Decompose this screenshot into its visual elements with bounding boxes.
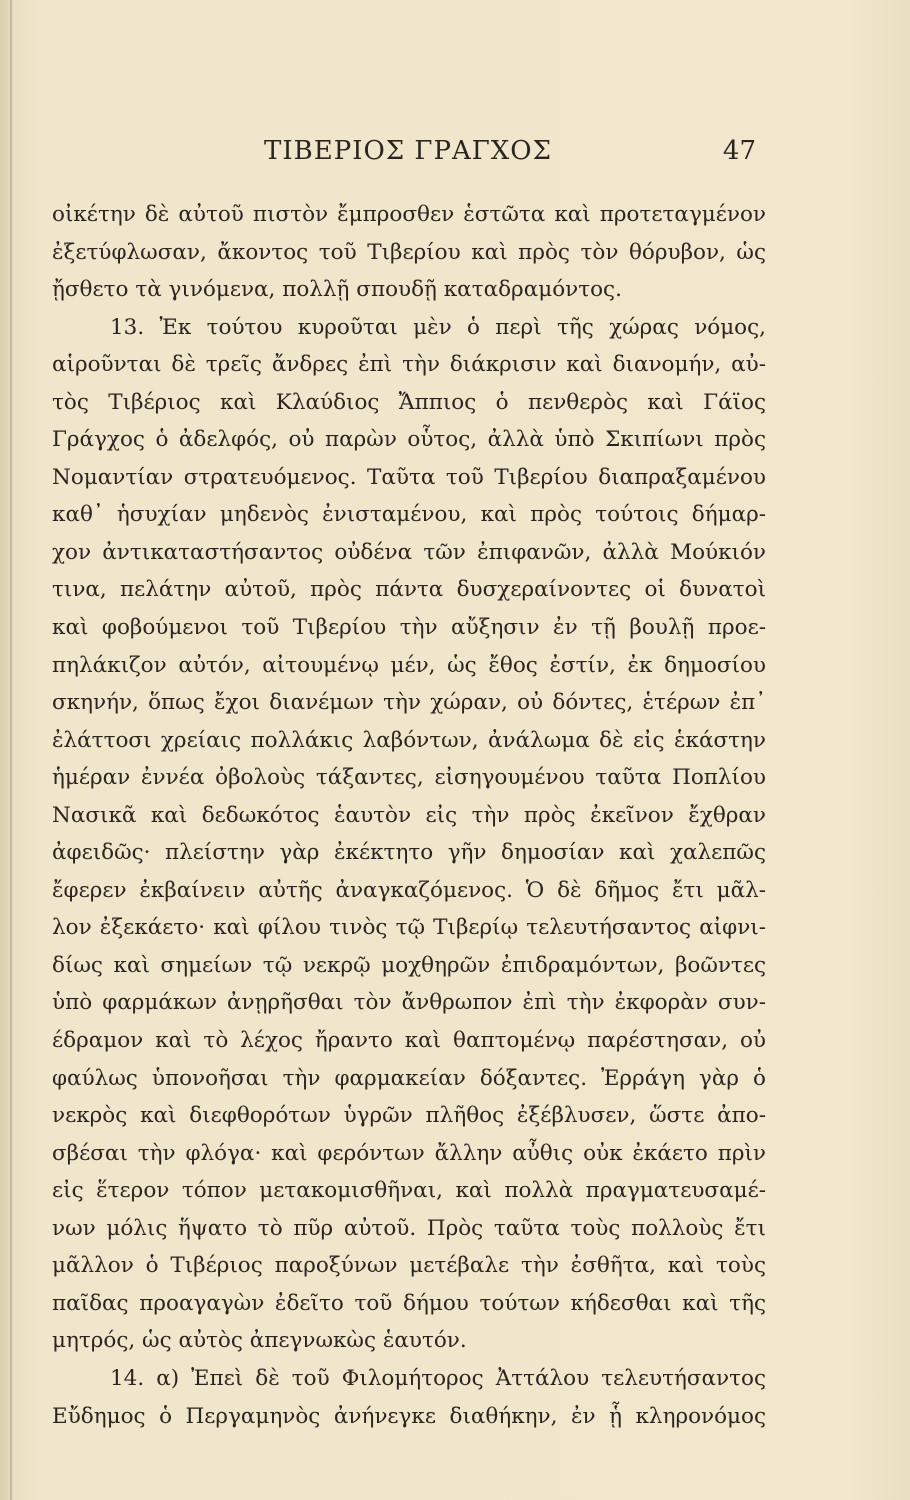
text-line: τινα, πελάτην αὐτοῦ, πρὸς πάντα δυσχεραίνοντες οἱ δυνατοὶ (52, 577, 766, 603)
text-line: μᾶλλον ὁ Τιβέριος παροξύνων μετέβαλε τὴν ἐσθῆτα, καὶ τοὺς (52, 1253, 766, 1279)
text-line: ἡμέραν ἐννέα ὀβολοὺς τάξαντες, εἰσηγουμένου ταῦτα Ποπλίου (52, 765, 766, 791)
text-line: Νασικᾶ καὶ δεδωκότος ἑαυτὸν εἰς τὴν πρὸς ἐκεῖνον ἔχθραν (52, 802, 766, 828)
text-line: δίως καὶ σημείων τῷ νεκρῷ μοχθηρῶν ἐπιδραμόντων, βοῶντες (52, 952, 766, 978)
section-13-start-line: 13. Ἐκ τούτου κυροῦται μὲν ὁ περὶ τῆς χώρας νόμος, (110, 314, 766, 340)
text-line: φαύλως ὑπονοῆσαι τὴν φαρμακείαν δόξαντες. Ἐρράγη γὰρ ὁ (52, 1065, 766, 1091)
text-line: νων μόλις ἥψατο τὸ πῦρ αὐτοῦ. Πρὸς ταῦτα τοὺς πολλοὺς ἔτι (52, 1215, 766, 1241)
text-line: οἰκέτην δὲ αὐτοῦ πιστὸν ἔμπροσθεν ἑστῶτα καὶ προτεταγμένον (52, 202, 766, 227)
text-line: καὶ φοβούμενοι τοῦ Τιβερίου τὴν αὔξησιν ἐν τῇ βουλῇ προε- (52, 615, 766, 641)
binding-gutter (10, 0, 12, 1500)
section-14-start-line: 14. α) Ἐπεὶ δὲ τοῦ Φιλομήτορος Ἀττάλου τελευτήσαντος (110, 1365, 766, 1391)
text-line: ἔφερεν ἐκβαίνειν αὐτῆς ἀναγκαζόμενος. Ὁ δὲ δῆμος ἔτι μᾶλ- (52, 877, 766, 903)
text-line: ἐλάττοσι χρείαις πολλάκις λαβόντων, ἀνάλωμα δὲ εἰς ἑκάστην (52, 727, 766, 753)
text-line: πηλάκιζον αὐτόν, αἰτουμένῳ μέν, ὡς ἔθος ἐστίν, ἐκ δημοσίου (52, 652, 766, 678)
text-line: ἐξετύφλωσαν, ἄκοντος τοῦ Τιβερίου καὶ πρὸς τὸν θόρυβον, ὡς (52, 239, 766, 265)
text-line: εἰς ἕτερον τόπον μετακομισθῆναι, καὶ πολλὰ πραγματευσαμέ- (52, 1178, 766, 1204)
text-line: Εὔδημος ὁ Περγαμηνὸς ἀνήνεγκε διαθήκην, ἐν ᾗ κληρονόμος (52, 1403, 766, 1429)
text-line: ἀφειδῶς· πλείστην γὰρ ἐκέκτητο γῆν δημοσίαν καὶ χαλεπῶς (52, 840, 766, 866)
text-line: αἱροῦνται δὲ τρεῖς ἄνδρες ἐπὶ τὴν διάκρισιν καὶ διανομήν, αὐ- (52, 352, 766, 378)
text-line: τὸς Τιβέριος καὶ Κλαύδιος Ἄππιος ὁ πενθερὸς καὶ Γάϊος (52, 389, 766, 415)
page-number: 47 (722, 136, 756, 166)
text-line: λον ἐξεκάετο· καὶ φίλου τινὸς τῷ Τιβερίῳ τελευτήσαντος αἰφνι- (52, 915, 766, 941)
running-title: ΤΙΒΕΡΙΟΣ ΓΡΑΓΧΟΣ (264, 136, 552, 166)
text-line: έδραμον καὶ τὸ λέχος ἤραντο καὶ θαπτομένῳ παρέστησαν, οὐ (52, 1028, 766, 1054)
text-line: Γράγχος ὁ ἀδελφός, οὐ παρὼν οὗτος, ἀλλὰ ὑπὸ Σκιπίωνι πρὸς (52, 427, 766, 453)
text-line: νεκρὸς καὶ διεφθορότων ὑγρῶν πλῆθος ἐξέβλυσεν, ὥστε ἀπο- (52, 1103, 766, 1129)
text-line: καθ᾽ ἡσυχίαν μηδενὸς ἐνισταμένου, καὶ πρὸς τούτοις δήμαρ- (52, 502, 766, 528)
text-line: σκηνήν, ὅπως ἔχοι διανέμων τὴν χώραν, οὐ δόντες, ἑτέρων ἐπ᾽ (52, 690, 766, 716)
text-line: μητρός, ὡς αὐτὸς ἀπεγνωκὼς ἑαυτόν. (52, 1328, 467, 1354)
text-line: Νομαντίαν στρατευόμενος. Ταῦτα τοῦ Τιβερίου διαπραξαμένου (52, 464, 766, 490)
text-line: χον ἀντικαταστήσαντος οὐδένα τῶν ἐπιφανῶν, ἀλλὰ Μούκιόν (52, 539, 766, 565)
text-line: ᾔσθετο τὰ γινόμενα, πολλῇ σπουδῇ καταδραμόντος. (52, 277, 622, 303)
text-line: σβέσαι τὴν φλόγα· καὶ φερόντων ἄλλην αὖθις οὐκ ἐκάετο πρὶν (52, 1140, 766, 1166)
text-line: ὑπὸ φαρμάκων ἀνῃρῆσθαι τὸν ἄνθρωπον ἐπὶ τὴν ἐκφορὰν συν- (52, 990, 766, 1016)
text-line: παῖδας προαγαγὼν ἐδεῖτο τοῦ δήμου τούτων κήδεσθαι καὶ τῆς (52, 1290, 766, 1316)
body-text (52, 196, 766, 1435)
page-header (52, 132, 764, 172)
